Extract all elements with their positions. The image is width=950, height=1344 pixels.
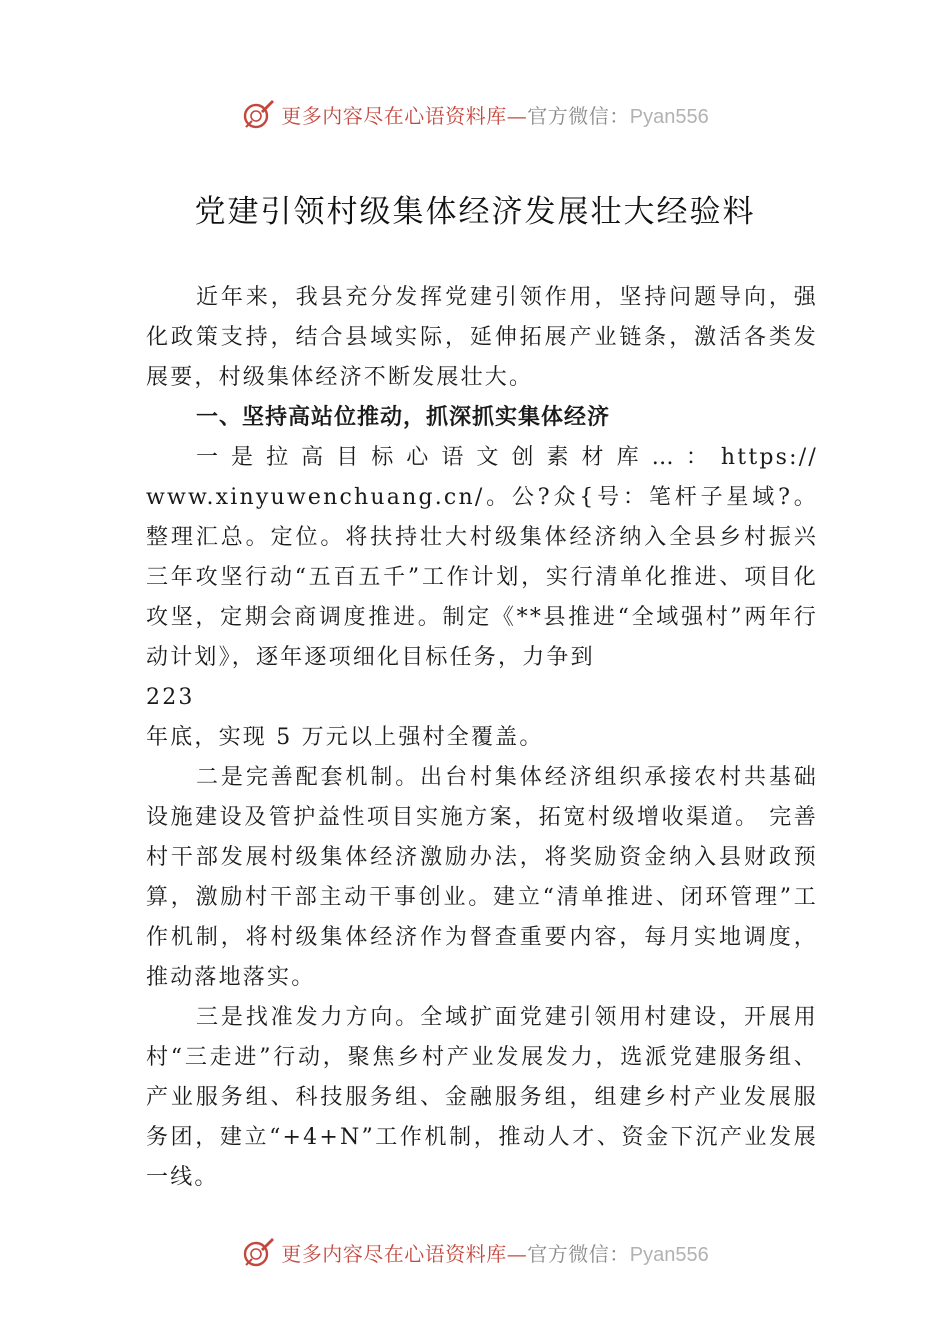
paragraph-direction: 三是找准发力方向。全域扩面党建引领用村建设，开展用村“三走进”行动，聚焦乡村产业发展发力，选派党建服务组、产业服务组、科技服务组、金融服务组，组建乡村产业发展服务团，建立“+4+N”工作机制，推动人才、资金下沉产业发展一线。 — [146, 1005, 818, 1190]
document-title: 党建引领村级集体经济发展壮大经验料 — [194, 194, 756, 230]
banner-wechat-label: 官方微信： — [527, 1241, 630, 1266]
section-heading: 一、坚持高站位推动，抓深抓实集体经济 — [196, 405, 611, 430]
header-watermark-banner — [0, 94, 950, 134]
document-body — [146, 278, 818, 1198]
banner-wechat-id: Pyan556 — [629, 1243, 709, 1266]
paragraph-year-goal: 年底，实现 5 万元以上强村全覆盖。 — [146, 725, 544, 750]
banner-slogan: 更多内容尽在心语资料库— — [281, 103, 528, 128]
paragraph-target: 一 是 拉 高 目 标 心 语 文 创 素 材 库 … ： https:// www.xinyuwenchuang.cn/。公?众{号：笔杆子星域?。整理汇总。定位。将扶持壮大村级集体经济纳入全县乡村振兴三年攻坚行动“五百五千”工作计划，实行清单化推进、项目化攻坚，定期会商调度推进。制定《**县推进“全域强村”两年行动计划》，逐年逐项细化目标任务，力争到 — [146, 445, 818, 670]
banner-wechat-label: 官方微信： — [527, 103, 630, 128]
intro-paragraph: 近年来，我县充分发挥党建引领作用，坚持问题导向，强化政策支持，结合县域实际，延伸拓展产业链条，激活各类发展要，村级集体经济不断发展壮大。 — [146, 285, 818, 390]
paragraph-mechanism: 二是完善配套机制。出台村集体经济组织承接农村共基础设施建设及管护益性项目实施方案，拓宽村级增收渠道。 完善村干部发展村级集体经济激励办法，将奖励资金纳入县财政预算，激励村干部主动干事创业。建立“清单推进、闭环管理”工作机制，将村级集体经济作为督查重要内容，每月实地调度，推动落地落实。 — [146, 765, 818, 990]
banner-text — [281, 1238, 708, 1267]
pen-logo-icon — [241, 1235, 275, 1269]
pen-logo-icon — [241, 97, 275, 131]
banner-wechat-id: Pyan556 — [629, 105, 709, 128]
paragraph-year-number: 223 — [146, 685, 195, 710]
banner-text — [281, 100, 708, 129]
banner-slogan: 更多内容尽在心语资料库— — [281, 1241, 528, 1266]
footer-watermark-banner — [0, 1232, 950, 1272]
